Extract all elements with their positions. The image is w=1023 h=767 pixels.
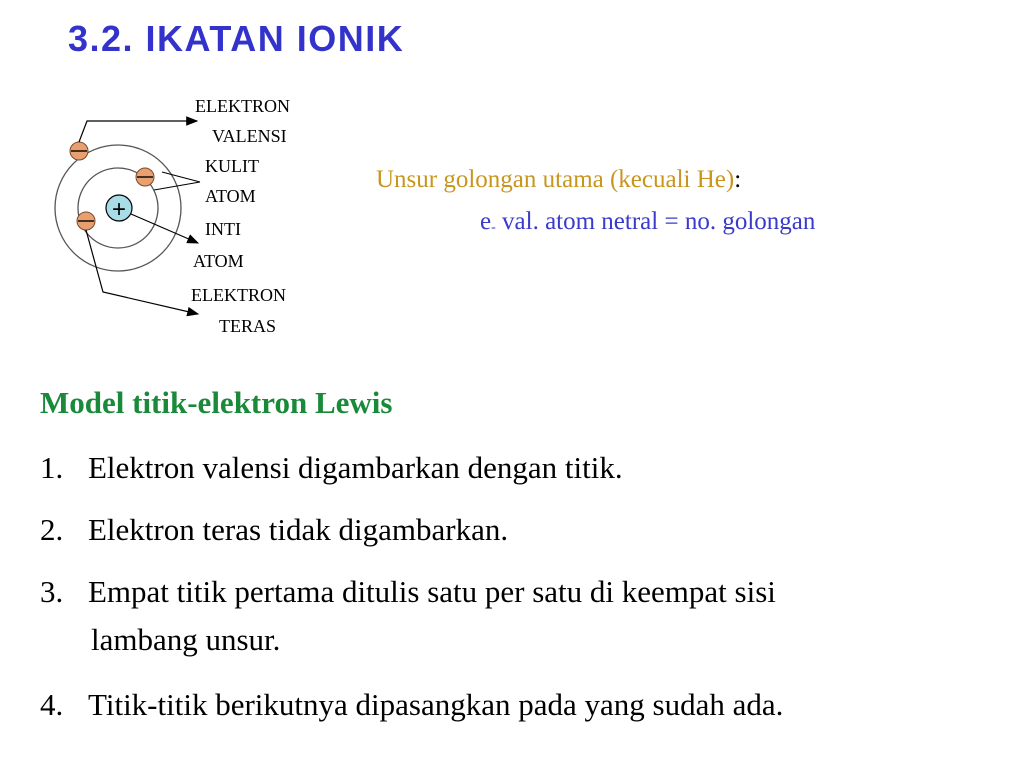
list-item-text: Titik-titik berikutnya dipasangkan pada yang sudah ada. [88, 687, 784, 722]
list-item-text: Elektron valensi digambarkan dengan titik. [88, 450, 623, 485]
label-inti-atom-2: ATOM [193, 251, 244, 271]
valence-rule [480, 208, 815, 236]
label-kulit-atom-2: ATOM [205, 186, 256, 206]
label-kulit-atom-1: KULIT [205, 156, 259, 176]
electron-inner-right [136, 168, 154, 186]
arrow-elektron-teras [86, 230, 198, 314]
arrow-elektron-valensi [79, 121, 197, 142]
nucleus-plus-icon: + [111, 196, 127, 223]
list-item-number: 2. [40, 512, 64, 547]
list-item-text: Elektron teras tidak digambarkan. [88, 512, 509, 547]
line-kulit-inner [154, 182, 200, 190]
list-item [40, 512, 508, 548]
list-item-text: Empat titik pertama ditulis satu per satu di keempat sisi [88, 574, 776, 609]
line-kulit-outer [162, 172, 200, 182]
lewis-heading: Model titik-elektron Lewis [40, 385, 393, 420]
golongan-colon: : [734, 166, 742, 193]
golongan-statement [376, 166, 741, 194]
valence-e: e [480, 208, 492, 235]
slide-title: 3.2. IKATAN IONIK [68, 18, 405, 59]
electron-outer-top [70, 142, 88, 160]
valence-rest: val. atom netral = no. golongan [495, 208, 816, 235]
golongan-text: Unsur golongan utama (kecuali He) [376, 166, 735, 193]
label-elektron-teras-1: ELEKTRON [191, 285, 286, 305]
electron-inner-left [77, 212, 95, 230]
label-elektron-teras-2: TERAS [219, 316, 277, 336]
list-item-number: 1. [40, 450, 64, 485]
list-item-number: 4. [40, 687, 64, 722]
list-item-number: 3. [40, 574, 64, 609]
list-item [40, 450, 623, 486]
label-elektron-valensi-2: VALENSI [212, 126, 287, 146]
label-inti-atom-1: INTI [205, 219, 241, 239]
list-item [40, 574, 776, 610]
list-item-continuation: lambang unsur. [91, 622, 281, 657]
label-elektron-valensi-1: ELEKTRON [195, 96, 290, 116]
arrow-inti-atom [131, 214, 198, 243]
list-item [40, 687, 783, 723]
valence-superscript: - [491, 220, 496, 235]
